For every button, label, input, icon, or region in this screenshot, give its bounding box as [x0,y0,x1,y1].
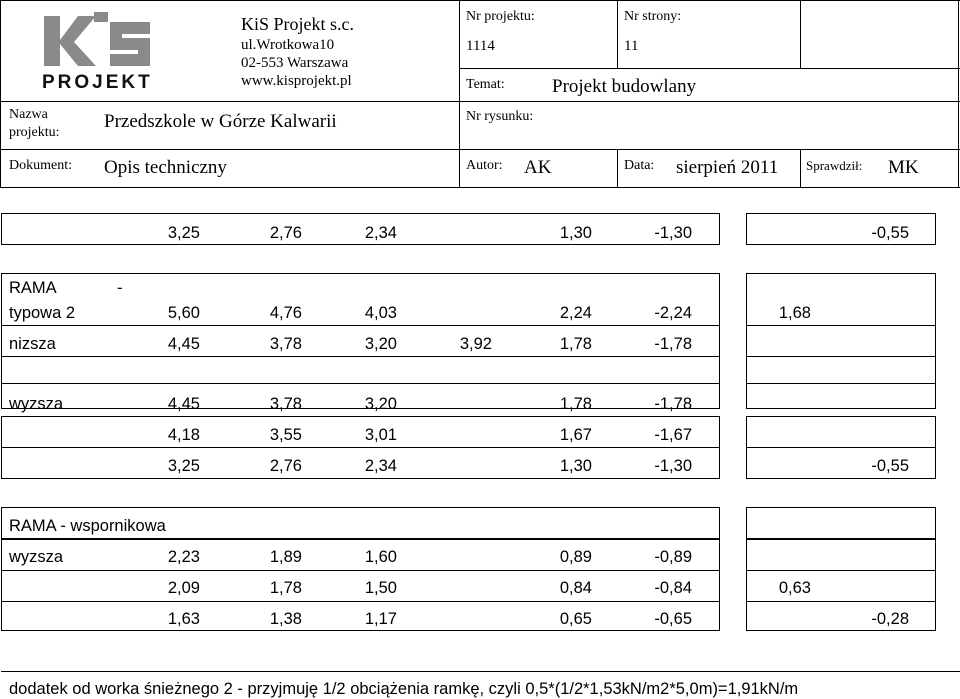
cell: 1,68 [778,304,811,322]
cell: 0,84 [559,579,592,597]
cell: -0,55 [871,457,909,475]
project-name-label-line2: projektu: [9,125,60,140]
cell: -1,67 [654,426,692,444]
topic: Projekt budowlany [552,76,697,97]
project-name: Przedszkole w Górze Kalwarii [104,111,337,132]
cell: -1,78 [654,395,692,413]
project-name-label-line1: Nazwa [9,107,48,122]
cell: 2,34 [364,224,397,242]
cell: 3,92 [459,335,492,353]
document-value: Opis techniczny [104,157,227,178]
company-name: KiS Projekt s.c. [241,14,355,34]
author-label: Autor: [466,158,503,173]
company-web: www.kisprojekt.pl [241,73,352,89]
cell: 1,60 [364,548,397,566]
logo-text: PROJEKT [42,72,153,93]
cell: 3,20 [364,335,397,353]
cell: 3,20 [364,395,397,413]
cell: 1,17 [364,610,397,628]
cell: 1,67 [559,426,592,444]
cell: 2,76 [269,457,302,475]
cell: -1,78 [654,335,692,353]
cell: -1,30 [654,457,692,475]
cell: 3,01 [364,426,397,444]
cell: 1,30 [559,457,592,475]
drawing-no-label: Nr rysunku: [466,109,534,124]
rama-wspornikowa-label: RAMA - wspornikowa [9,517,166,535]
page-no: 11 [624,38,639,54]
cell: -2,24 [654,304,692,322]
cell: 1,89 [269,548,302,566]
checked-label: Sprawdził: [806,158,863,173]
cell: 3,78 [269,395,302,413]
cell: 0,63 [778,579,811,597]
checked-value: MK [888,157,919,178]
cell: 1,30 [559,224,592,242]
cell: -0,65 [654,610,692,628]
cell: -0,28 [871,610,909,628]
cell: 1,78 [269,579,302,597]
cell: 2,24 [559,304,592,322]
cell: 0,65 [559,610,592,628]
cell: 1,78 [559,395,592,413]
cell: 3,25 [167,224,200,242]
cell: 2,76 [269,224,302,242]
cell: 1,38 [269,610,302,628]
row-label: typowa 2 [9,304,76,322]
cell: 2,34 [364,457,397,475]
cell: 3,78 [269,335,302,353]
cell: 2,09 [167,579,200,597]
cell: 1,78 [559,335,592,353]
cell: -0,55 [871,224,909,242]
cell: 4,03 [364,304,397,322]
row-label: nizsza [9,335,56,353]
cell: -0,84 [654,579,692,597]
cell: -0,89 [654,548,692,566]
cell: 5,60 [167,304,200,322]
footer-note: dodatek od worka śnieżnego 2 - przyjmuję 1/2 obciążenia ramkę, czyli 0,5*(1/2*1,53kN/m2*5,0m)=1,91kN/m [9,680,799,698]
cell: 4,45 [167,335,200,353]
row-label: wyzsza [9,548,64,566]
date-value: sierpień 2011 [676,157,779,178]
author-value: AK [524,157,552,178]
cell: 1,50 [364,579,397,597]
cell: -1,30 [654,224,692,242]
cell: 4,45 [167,395,200,413]
cell: 2,23 [167,548,200,566]
cell: 3,25 [167,457,200,475]
project-name-label [9,106,60,142]
page-no-label: Nr strony: [624,9,682,24]
cell: 3,55 [269,426,302,444]
company-logo [38,12,158,94]
row-label: wyzsza [9,395,64,413]
rama-label: RAMA [9,279,57,297]
topic-label: Temat: [466,77,505,92]
company-street: ul.Wrotkowa10 [241,37,335,53]
cell: 0,89 [559,548,592,566]
cell: 4,18 [167,426,200,444]
rama-dash: - [117,279,123,297]
date-label: Data: [624,158,655,173]
company-city: 02-553 Warszawa [241,55,349,71]
document-label: Dokument: [9,158,72,173]
cell: 4,76 [269,304,302,322]
project-no-label: Nr projektu: [466,9,535,24]
project-no: 1114 [466,38,495,54]
cell: 1,63 [167,610,200,628]
